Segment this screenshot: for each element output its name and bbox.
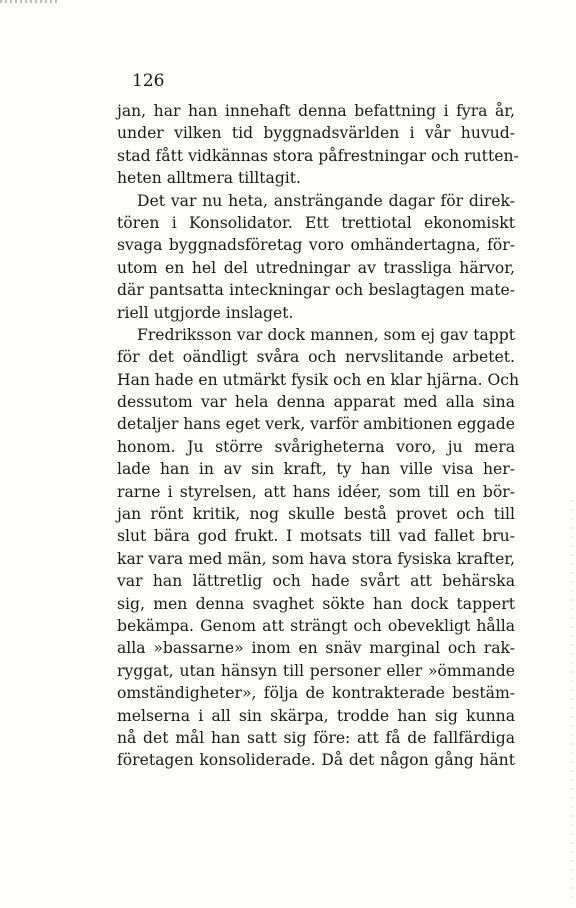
text-line: riell utgjorde inslaget. — [117, 303, 294, 322]
text-line: under vilken tid byggnadsvärlden i vår huvud- — [117, 124, 515, 143]
text-line: heten alltmera tilltagit. — [117, 169, 302, 188]
text-line: där pantsatta inteckningar och beslagtagen mate- — [117, 281, 515, 300]
text-line: stad fått vidkännas stora påfrestningar och rutten- — [117, 146, 519, 165]
body-text — [117, 100, 520, 772]
text-line: nå det mål han satt sig före: att få de fallfärdiga — [117, 728, 515, 747]
scan-edge-artifact — [571, 500, 574, 900]
text-line: alla »bassarne» inom en snäv marginal och rak- — [117, 639, 515, 658]
text-line: rarne i styrelsen, att hans idéer, som till en bör- — [117, 482, 515, 501]
text-line: svaga byggnadsföretag voro omhändertagna, för- — [117, 236, 515, 255]
text-line: utom en hel del utredningar av trassliga härvor, — [117, 258, 515, 277]
text-line: lade han in av sin kraft, ty han ville visa her- — [117, 460, 515, 479]
text-line: Fredriksson var dock mannen, som ej gav tappt — [137, 325, 515, 344]
text-line: Han hade en utmärkt fysik och en klar hjärna. Och — [117, 370, 520, 389]
text-line: melserna i all sin skärpa, trodde han sig kunna — [117, 706, 515, 725]
text-line: företagen konsoliderade. Då det någon gång hänt — [117, 751, 515, 770]
text-line: jan rönt kritik, nog skulle bestå provet och till — [117, 505, 515, 524]
text-line: bekämpa. Genom att strängt och obevekligt hålla — [117, 616, 515, 635]
text-line: ryggat, utan hänsyn till personer eller »ömmande — [117, 661, 515, 680]
text-line: detaljer hans eget verk, varför ambitionen eggade — [117, 415, 515, 434]
text-line: slut bära god frukt. I motsats till vad fallet bru- — [117, 527, 515, 546]
text-line: tören i Konsolidator. Ett trettiotal ekonomiskt — [117, 213, 515, 232]
scan-artifact — [0, 0, 60, 3]
text-line: dessutom var hela denna apparat med alla sina — [117, 393, 515, 412]
text-line: jan, har han innehaft denna befattning i fyra år, — [117, 102, 515, 120]
text-line: kar vara med män, som hava stora fysiska krafter, — [117, 549, 515, 568]
text-line: Det var nu heta, ansträngande dagar för direk- — [137, 191, 515, 210]
text-line: honom. Ju större svårigheterna voro, ju mera — [117, 437, 515, 456]
page-number: 126 — [132, 71, 165, 91]
text-line: sig, men denna svaghet sökte han dock tappert — [117, 594, 515, 613]
text-line: var han lättretlig och hade svårt att behärska — [117, 572, 515, 591]
text-line: omständigheter», följa de kontrakterade bestäm- — [117, 684, 515, 703]
text-line: för det oändligt svåra och nervslitande arbetet. — [117, 348, 515, 367]
